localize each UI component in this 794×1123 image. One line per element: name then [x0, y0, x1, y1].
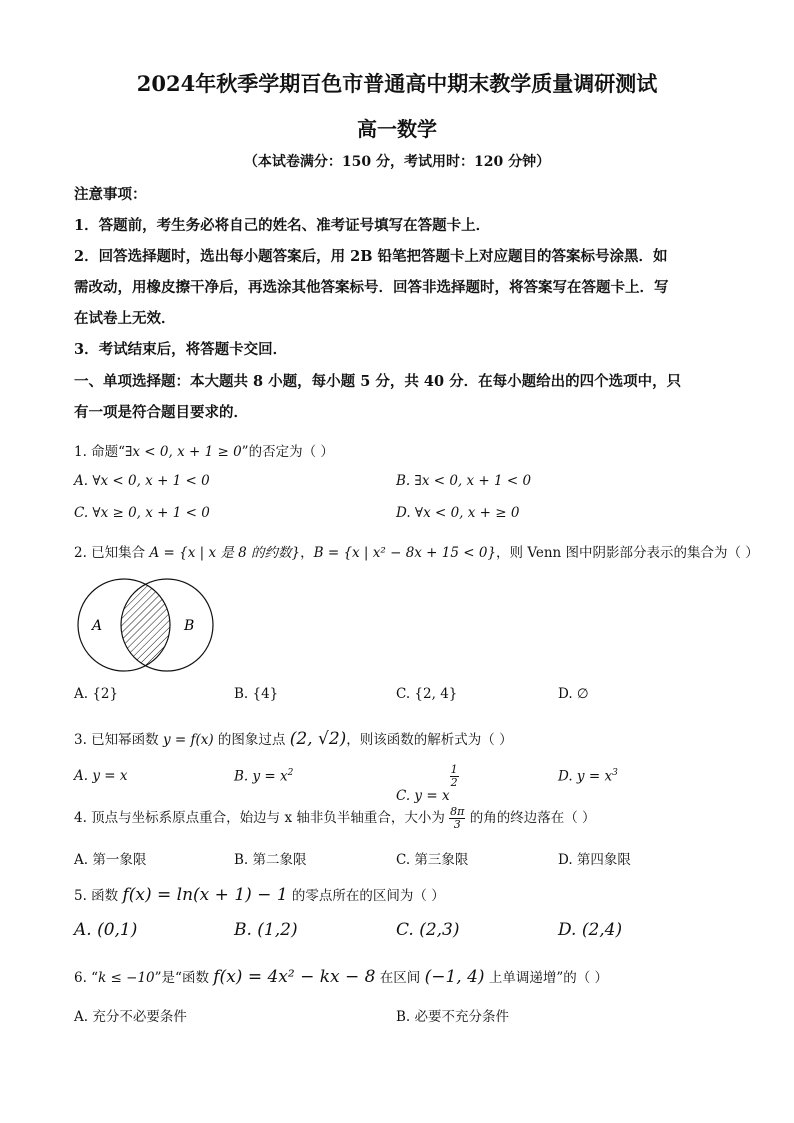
- q3-option-c-exp-num: 1: [450, 763, 458, 776]
- q3-point: (2, √2): [289, 729, 347, 749]
- section-1-line-1: 一、单项选择题：本大题共 8 小题，每小题 5 分，共 40 分．在每小题给出的四个选项中，只: [74, 373, 682, 390]
- question-3: [74, 728, 513, 749]
- q2-mid: ，: [300, 545, 314, 561]
- q2-option-d[interactable]: D. ∅: [558, 686, 589, 702]
- q3-option-c-exp-den: 2: [450, 776, 458, 789]
- exam-subject: 高一数学: [357, 117, 437, 141]
- q2-option-a[interactable]: A. {2}: [74, 686, 119, 702]
- q5-option-d[interactable]: D. (2,4): [558, 920, 623, 940]
- instructions-heading: 注意事项：: [74, 186, 147, 203]
- q6-option-a[interactable]: A. 充分不必要条件: [74, 1009, 187, 1025]
- q1-pre: 1. 命题“: [74, 444, 126, 460]
- q6-option-b[interactable]: B. 必要不充分条件: [396, 1009, 510, 1025]
- question-4: [74, 806, 596, 831]
- q3-option-d-exp: 3: [612, 768, 618, 778]
- q3-func: y = f(x): [162, 732, 214, 748]
- q3-pre: 3. 已知幂函数: [74, 732, 163, 748]
- section-1-line-2: 有一项是符合题目要求的．: [74, 404, 248, 421]
- q4-fraction: [449, 806, 465, 831]
- question-1: [74, 440, 334, 460]
- question-6: [74, 966, 608, 987]
- instruction-2-line-3: 在试卷上无效．: [74, 310, 176, 327]
- instruction-2-line-1: 2．回答选择题时，选出每小题答案后，用 2B 铅笔把答题卡上对应题目的答案标号涂黑．如: [74, 248, 668, 265]
- q2-set-b: B = {x | x² − 8x + 15 < 0}: [313, 545, 497, 561]
- q6-mid2: 在区间: [375, 970, 425, 986]
- q1-option-a[interactable]: A. ∀x < 0, x + 1 < 0: [74, 473, 210, 489]
- q1-post: ”的否定为（ ）: [241, 444, 334, 460]
- q5-pre: 5. 函数: [74, 888, 123, 904]
- q3-post: ，则该函数的解析式为（ ）: [346, 732, 513, 748]
- exam-title: 2024年秋季学期百色市普通高中期末教学质量调研测试: [136, 71, 658, 96]
- q4-option-a[interactable]: A. 第一象限: [74, 852, 147, 868]
- q3-option-d-base: D. y = x: [558, 768, 613, 785]
- q3-option-c-base: C. y = x: [396, 788, 450, 804]
- q3-option-c[interactable]: [396, 764, 459, 804]
- q2-post: ，则 Venn 图中阴影部分表示的集合为（ ）: [496, 545, 759, 561]
- q3-mid: 的图象过点: [213, 732, 290, 748]
- q3-option-b[interactable]: [234, 768, 293, 785]
- q3-option-d[interactable]: [558, 768, 618, 785]
- q4-option-b[interactable]: B. 第二象限: [234, 852, 307, 868]
- q4-post: 的角的终边落在（ ）: [465, 810, 596, 826]
- q2-option-b[interactable]: B. {4}: [234, 686, 279, 702]
- q1-expr: ∃x < 0, x + 1 ≥ 0: [125, 444, 242, 460]
- instruction-3: 3．考试结束后，将答题卡交回．: [74, 341, 288, 358]
- q5-option-a[interactable]: A. (0,1): [74, 920, 138, 940]
- q4-frac-den: 3: [453, 818, 461, 831]
- question-5: [74, 884, 445, 905]
- q4-option-c[interactable]: C. 第三象限: [396, 852, 469, 868]
- venn-label-a: A: [92, 618, 103, 634]
- q2-set-a: A = {x | x 是 8 的约数}: [149, 545, 301, 561]
- q3-option-a[interactable]: A. y = x: [74, 768, 128, 784]
- venn-diagram: [70, 578, 220, 672]
- q6-pre: 6. “: [74, 970, 99, 986]
- venn-label-b: B: [184, 618, 195, 634]
- q2-option-c[interactable]: C. {2, 4}: [396, 686, 458, 702]
- q3-option-b-exp: 2: [287, 768, 294, 778]
- q4-frac-num: 8π: [450, 805, 465, 818]
- q2-pre: 2. 已知集合: [74, 545, 150, 561]
- instruction-1: 1．答题前，考生务必将自己的姓名、准考证号填写在答题卡上．: [74, 217, 491, 234]
- q6-interval: (−1, 4): [424, 967, 485, 987]
- q1-option-d[interactable]: D. ∀x < 0, x + ≥ 0: [396, 505, 520, 521]
- q5-post: 的零点所在的区间为（ ）: [287, 888, 445, 904]
- q5-func: f(x) = ln(x + 1) − 1: [122, 885, 288, 905]
- instruction-2-line-2: 需改动，用橡皮擦干净后，再选涂其他答案标号．回答非选择题时，将答案写在答题卡上．写: [74, 279, 669, 296]
- q1-option-c[interactable]: C. ∀x ≥ 0, x + 1 < 0: [74, 505, 210, 521]
- q5-option-c[interactable]: C. (2,3): [396, 920, 460, 940]
- q3-option-c-exp: [450, 764, 459, 789]
- q6-cond: k ≤ −10: [98, 970, 155, 986]
- q6-func: f(x) = 4x² − kx − 8: [213, 967, 376, 987]
- q6-mid: ”是“函数: [154, 970, 214, 986]
- exam-note: （本试卷满分：150 分，考试用时：120 分钟）: [243, 154, 551, 170]
- q3-option-b-base: B. y = x: [234, 768, 288, 785]
- q4-option-d[interactable]: D. 第四象限: [558, 852, 631, 868]
- question-2: [74, 541, 759, 561]
- q6-post: 上单调递增”的（ ）: [484, 970, 609, 986]
- q4-pre: 4. 顶点与坐标系原点重合，始边与 x 轴非负半轴重合，大小为: [74, 810, 450, 826]
- q1-option-b[interactable]: B. ∃x < 0, x + 1 < 0: [396, 473, 532, 489]
- q5-option-b[interactable]: B. (1,2): [234, 920, 298, 940]
